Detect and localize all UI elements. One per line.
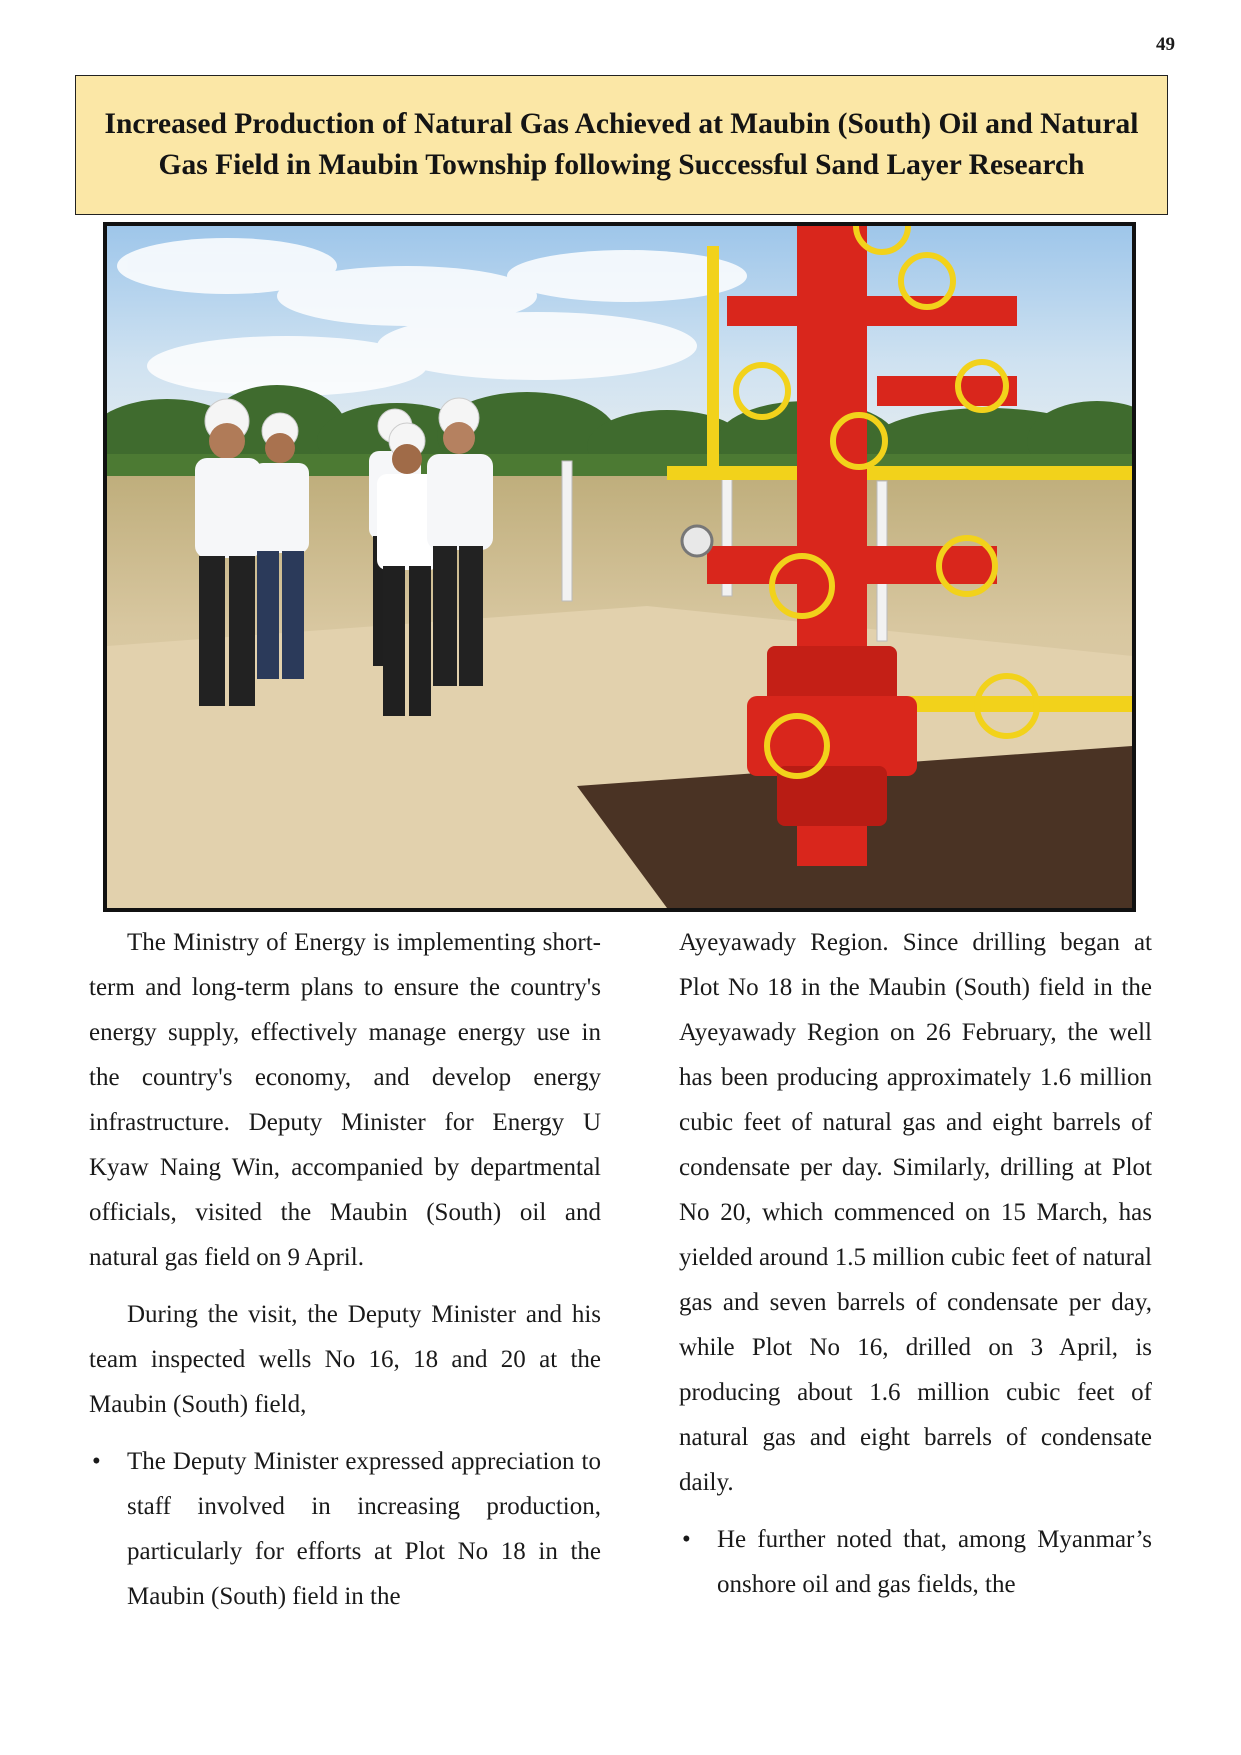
photo-officials-at-wellhead [103, 222, 1136, 912]
article-title: Increased Production of Natural Gas Achieved at Maubin (South) Oil and Natural Gas Field in Maubin Township following Successful Sand Layer Research [104, 108, 1139, 181]
bullet-icon: • [682, 1526, 691, 1553]
bullet-item-onshore-fields [679, 1517, 1152, 1607]
paragraph-production: Ayeyawady Region. Since drilling began at Plot No 18 in the Maubin (South) field in the Ayeyawady Region on 26 February, the well has been producing approximately 1.6 million cubic feet of natural gas and eight barrels of condensate per day. Similarly, drilling at Plot No 20, which commenced on 15 March, has yielded around 1.5 million cubic feet of natural gas and seven barrels of condensate per day, while Plot No 16, drilled on 3 April, is producing about 1.6 million cubic feet of natural gas and eight barrels of condensate daily. [679, 929, 1152, 1496]
bullet-item-appreciation [89, 1439, 601, 1619]
bullet-icon: • [92, 1448, 101, 1475]
paragraph-visit: During the visit, the Deputy Minister and his team inspected wells No 16, 18 and 20 at the Maubin (South) field, [89, 1301, 601, 1418]
title-banner [75, 75, 1168, 215]
bullet-text: The Deputy Minister expressed appreciation to staff involved in increasing production, particularly for efforts at Plot No 18 in the Maubin (South) field in the [127, 1448, 601, 1610]
article-column-left [89, 920, 601, 1631]
page-number: 49 [1156, 34, 1175, 55]
bullet-text: He further noted that, among Myanmar’s onshore oil and gas fields, the [717, 1526, 1152, 1598]
article-column-right [679, 920, 1152, 1619]
paragraph-intro: The Ministry of Energy is implementing short-term and long-term plans to ensure the country's energy supply, effectively manage energy use in the country's economy, and develop energy infrastructure. Deputy Minister for Energy U Kyaw Naing Win, accompanied by departmental officials, visited the Maubin (South) oil and natural gas field on 9 April. [89, 929, 601, 1271]
